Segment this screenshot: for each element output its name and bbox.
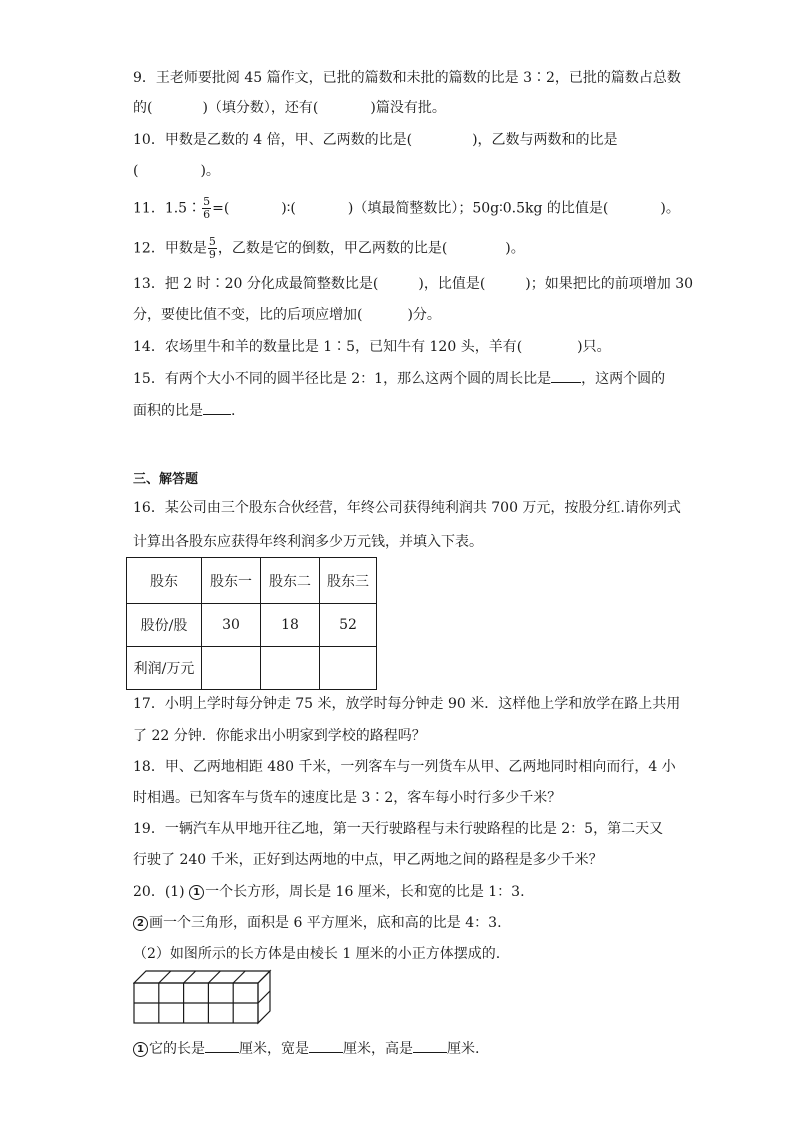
q11-line xyxy=(133,196,680,221)
q12-text-a: 12．甲数是 xyxy=(133,240,207,257)
circled-one-icon: 1 xyxy=(133,1042,148,1057)
q10-line1 xyxy=(133,130,618,150)
q11-text-c: )∶( xyxy=(281,200,296,217)
q20-blank-height[interactable] xyxy=(413,1038,447,1053)
q10-text-b: )，乙数与两数和的比是 xyxy=(472,132,618,148)
q20-line1 xyxy=(133,882,525,902)
shareholder-table xyxy=(126,557,377,690)
q17-line1: 17．小明上学时每分钟走 75 米，放学时每分钟走 90 米．这样他上学和放学在路上共用 xyxy=(133,696,681,712)
table-cell: 利润/万元 xyxy=(127,647,202,690)
q20-text-length: 它的长是 xyxy=(149,1041,205,1057)
circled-one-icon: 1 xyxy=(189,885,204,900)
q12-fraction xyxy=(208,236,217,261)
q12-frac-den: 9 xyxy=(208,248,216,261)
table-cell: 股份/股 xyxy=(127,604,202,647)
table-header-cell: 股东 xyxy=(127,558,202,604)
q12-text-b: ，乙数是它的倒数，甲乙两数的比是( xyxy=(217,240,448,257)
table-answer-cell[interactable] xyxy=(202,647,261,690)
q9-text-c: )篇没有批。 xyxy=(370,100,446,116)
q19-line2: 行驶了 240 千米，正好到达两地的中点，甲乙两地之间的路程是多少千米？ xyxy=(133,852,603,868)
table-header-cell: 股东一 xyxy=(202,558,261,604)
q13-text-b: )，比值是( xyxy=(418,276,486,292)
q12-line xyxy=(133,236,525,261)
q16-line2: 计算出各股东应获得年终利润多少万元钱，并填入下表。 xyxy=(133,534,483,550)
table-row xyxy=(127,604,377,647)
q10-text-a: 10．甲数是乙数的 4 倍，甲、乙两数的比是( xyxy=(133,132,413,148)
q20-text-end: 厘米. xyxy=(447,1041,480,1057)
q15-text-a: 15．有两个大小不同的圆半径比是 2：1，那么这两个圆的周长比是 xyxy=(133,371,552,387)
q10-text-d: )。 xyxy=(200,163,220,179)
q13-text-e: )分。 xyxy=(407,307,441,323)
q20-line3: （2）如图所示的长方体是由棱长 1 厘米的小正方体摆成的. xyxy=(133,946,501,962)
q20-prefix: 20．(1) xyxy=(133,884,185,900)
q9-text-b: )（填分数），还有( xyxy=(202,100,319,116)
table-answer-cell[interactable] xyxy=(261,647,320,690)
table-answer-cell[interactable] xyxy=(320,647,377,690)
q11-text-d: )（填最简整数比）；50g∶0.5kg 的比值是( xyxy=(347,200,609,217)
q11-text-b: =( xyxy=(212,200,230,217)
table-row xyxy=(127,647,377,690)
q20-blank-width[interactable] xyxy=(309,1038,343,1053)
q12-text-c: )。 xyxy=(505,240,525,257)
q20-text-width: 厘米，宽是 xyxy=(239,1041,309,1057)
table-cell: 52 xyxy=(320,604,377,647)
q13-text-d: 分，要使比值不变，比的后项应增加( xyxy=(133,307,363,323)
q16-line1: 16．某公司由三个股东合伙经营，年终公司获得纯利润共 700 万元，按股分红.请你列式 xyxy=(133,500,681,516)
section-title: 三、解答题 xyxy=(133,472,199,487)
q14-text-a: 14．农场里牛和羊的数量比是 1∶5，已知牛有 120 头，羊有( xyxy=(133,339,523,355)
q15-text-b: ，这两个圆的 xyxy=(581,371,666,387)
table-cell: 30 xyxy=(202,604,261,647)
q15-blank-area[interactable] xyxy=(203,400,231,415)
q15-line2 xyxy=(133,400,235,421)
q15-text-c: 面积的比是 xyxy=(133,403,203,419)
q12-frac-num: 5 xyxy=(208,235,216,248)
q15-blank-perimeter[interactable] xyxy=(551,368,581,383)
q18-line1: 18．甲、乙两地相距 480 千米，一列客车与一列货车从甲、乙两地同时相向而行，4 小 xyxy=(133,759,676,775)
q15-text-d: . xyxy=(231,403,236,419)
q13-text-a: 13．把 2 时∶20 分化成最简整数比是( xyxy=(133,276,379,292)
q13-line2 xyxy=(133,305,441,325)
q18-line2: 时相遇。已知客车与货车的速度比是 3∶2，客车每小时行多少千米？ xyxy=(133,790,562,806)
q13-line1 xyxy=(133,274,693,294)
cuboid-top-face xyxy=(134,971,270,983)
q20-line4 xyxy=(133,1038,479,1059)
q10-text-c: ( xyxy=(133,163,139,179)
q20-text-2: 画一个三角形，面积是 6 平方厘米，底和高的比是 4：3. xyxy=(149,915,502,931)
q20-blank-length[interactable] xyxy=(205,1038,239,1053)
q20-text-1: 一个长方形，周长是 16 厘米，长和宽的比是 1：3. xyxy=(205,884,525,900)
table-cell: 18 xyxy=(261,604,320,647)
table-header-cell: 股东三 xyxy=(320,558,377,604)
q20-line2 xyxy=(133,913,502,933)
q10-line2 xyxy=(133,161,220,181)
q14-text-b: )只。 xyxy=(577,339,611,355)
q15-line1 xyxy=(133,368,665,389)
q9-line2 xyxy=(133,98,446,118)
q9-line1: 9．王老师要批阅 45 篇作文，已批的篇数和未批的篇数的比是 3∶2，已批的篇数占总数 xyxy=(133,70,681,86)
q19-line1: 19．一辆汽车从甲地开往乙地，第一天行驶路程与未行驶路程的比是 2：5，第二天又 xyxy=(133,821,664,837)
q14-line xyxy=(133,337,611,357)
q11-text-a: 11．1.5∶ xyxy=(133,200,202,217)
q11-frac-num: 5 xyxy=(203,195,211,208)
q11-frac-den: 6 xyxy=(203,208,211,221)
q9-text-a: 的( xyxy=(133,100,153,116)
q11-fraction xyxy=(202,196,211,221)
q20-text-height: 厘米，高是 xyxy=(343,1041,413,1057)
table-header-cell: 股东二 xyxy=(261,558,320,604)
q13-text-c: )；如果把比的前项增加 30 xyxy=(525,276,694,292)
circled-two-icon: 2 xyxy=(133,916,148,931)
table-header-row xyxy=(127,558,377,604)
q11-text-e: )。 xyxy=(660,200,680,217)
cuboid-figure xyxy=(133,968,273,1028)
q17-line2: 了 22 分钟．你能求出小明家到学校的路程吗？ xyxy=(133,728,426,744)
